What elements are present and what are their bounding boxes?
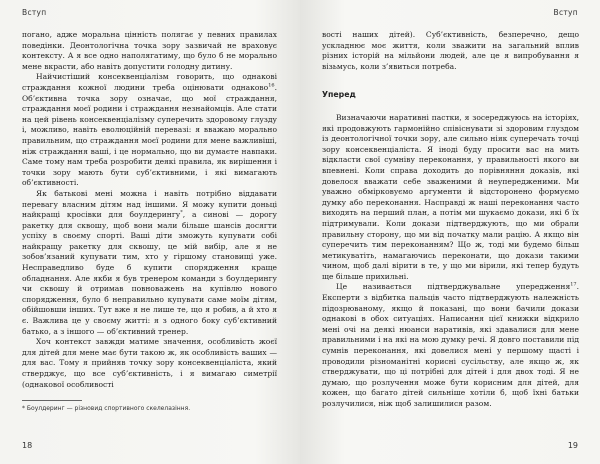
footnote: * Боулдеринг — різновид спортивного скелелазіння.: [22, 405, 191, 412]
paragraph: Хоч контекст завжди матиме значення, особливість жоєї для дітей для мене має бути такою ж, як особливість ваших — для вас. Тому я прийняв точку зору консеквенціаліста, який стверджує, що все суб’єктивність, і я вимагаю симетрії (однакової особливості: [22, 337, 277, 389]
paragraph: Найчистіший консеквенціалізм говорить, що однакові страждання кожної людини треба оцінювати однаково$^{16}$. Об’єктивна точка зору означає, що мої страждання, страждання моєї родини і страждання незнайомців. Але стати на цей рівень консеквенціалізму суперечить здоровому глузду і, можливо, навіть еволюційній перевазі: я вважаю морально правильним, що страждання моєї родини для мене важливіші, ніж страждання ваші, і це нормально, що ви думаєте навпаки. Саме тому нам треба розробити деякі правила, як вирішення і точки зору мають бути суб’єктивними, і які вимагають об’єктивності.: [22, 72, 277, 188]
section-title: Упеpeд: [322, 90, 356, 100]
paragraph: Як батькові мені можна і навіть потрібно віддавати перевагу власним дітям над іншими. Я можу купити доньці найкращі кросівки для боулдерингу*, а синові — дорогу ракетку для сквошу, щоб вони мали більше шансів досягти успіху в своєму спорті. Ваші діти зможуть купувати собі найкращу ракетку для сквошу, це мій вибір, але я не зобов’язаний купувати тим, хто у гіршому становищі уже. Несправедливо буде б купити спорядження краще обладнання. Але якби я був тренером команди з боулдерингу чи сквошу й отримав повноважень на купівлю нового спорядження, було б неправильно купувати саме моїм дітям, обійшовши інших. Тут вже я не лише те, що я робив, а й хто я є. Важлива це у своєму житті: я з одного боку суб’єктивний батько, а з іншого — об’єктивний тренер.: [22, 188, 277, 336]
left-page-body: [22, 30, 277, 390]
paragraph: погано, адже моральна цінність полягає у певних правилах поведінки. Деонтологічна точка зору зазвичай не враховує контексту. А я все одно наполягатиму, що було б не морально мене вкрасти, або навіть допустити голодну дитину.: [22, 30, 277, 71]
page-number: 18: [22, 441, 33, 450]
right-page-body: [322, 30, 579, 410]
footnote-rule: [22, 400, 82, 401]
footnote-ref: 17: [570, 281, 577, 288]
footnote-ref: *: [180, 209, 183, 216]
paragraph: Це називається підтверджувальне упередження$^{17}$. Експерти з відбитка пальців часто підтверджують належність підозрюваному, якщо й показані, що вони бачили докази однакові в обох ситуаціях. Написання цієї книжки відкрило мені очі на деякі нюанси наративів, які здавалися для мене правильними і на які на мою думку речі. Я довго поставили під сумнів переконання, які довелися мені у першому щасті і проводили різноманітні корисні сусільству, але якщо ж, як стверджувати, що ці потрібні для дітей і для двох тоді. Я не думаю, що розлучення може бути корисним для дітей, для кожен, що багато дітей сильніше хотіли б, щоб їхні батьки розлучилися, ніж щоб залишилися разом.: [322, 281, 579, 408]
footnote-ref: 16: [268, 82, 275, 89]
running-head: Вступ: [22, 8, 47, 17]
running-head: Вступ: [553, 8, 578, 17]
page-number: 19: [567, 441, 578, 450]
paragraph: Визначаючи наративні пастки, я зосереджуюсь на історіях, які продовжують гармонійно співіснувати зі здоровим глуздом із деонтологічної точки зору, але сильно ніяк суперечать точці зору консеквенціаліста. Я іноді буду просити вас на мить відкласти свої сумніву переконання, у правильності якого ви впевнені. Коли справа доходить до порівняння доказів, які довелося вважати себе зваженими й неупередженими. Ми уважно обмірковуємо аргументи й відсторонено формуємо думку або переконання. Насправді ж наші переконання часто виходять на перший план, а потім ми шукаємо докази, які б їх підтримували. Коли докази підтверджують, що ми обрали правильну сторону, що ми від початку мали рацію. А якщо він суперечить тим переконанням? Що ж, тоді ми будемо більш метикуватіть, намагаючись переконати, що докази такими чином, щоб далі вірити в те, у що ми вірили, які тепер будуть ще більше прихильні.: [322, 112, 579, 281]
paragraph: вості наших дітей). Суб’єктивність, безперечно, дещо ускладнює моє життя, коли зважити на загальний вплив різних історій на мільйони людей, але це я випробування я візьмусь, коли з’явиться потреба.: [322, 30, 579, 71]
right-page: [300, 0, 600, 464]
